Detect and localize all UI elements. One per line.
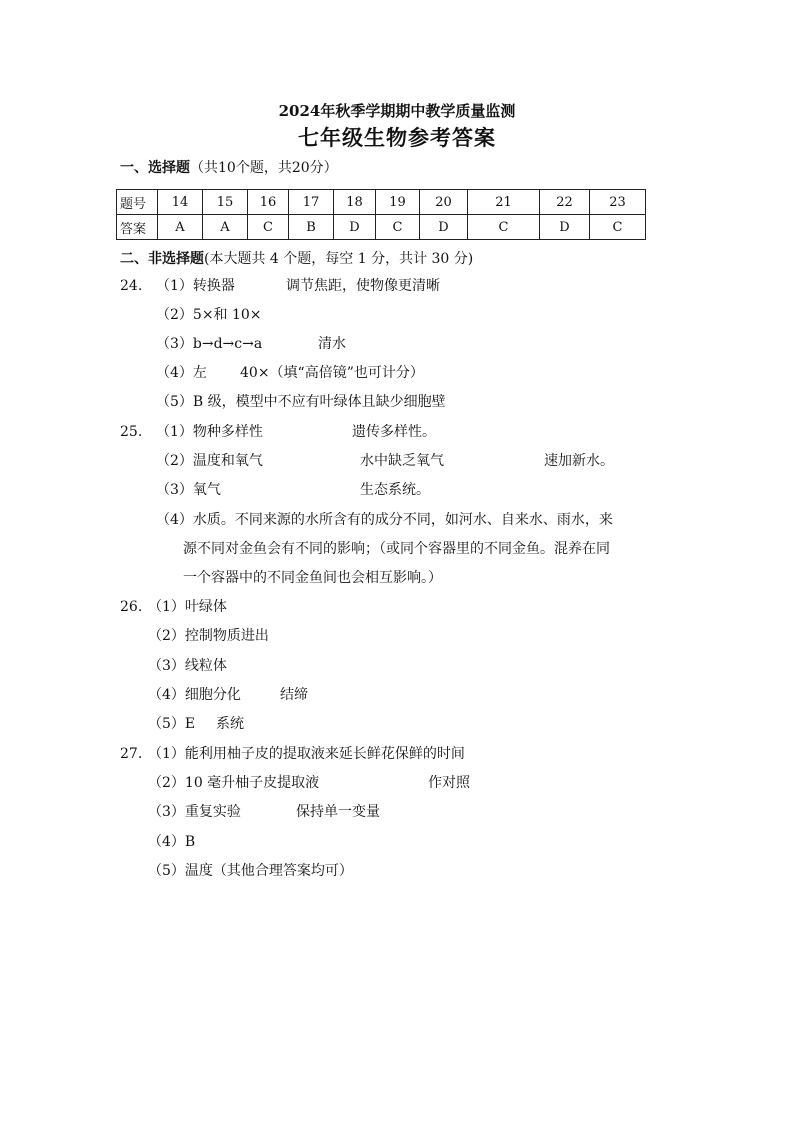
q24-a1: （1）转换器 <box>156 278 235 294</box>
q24-a3: （3）b→d→c→a <box>156 336 263 352</box>
q24-a3b: 清水 <box>318 336 346 352</box>
q25-answer-2 <box>156 451 614 471</box>
q25-number: 25. <box>120 424 143 440</box>
q26-a5: （5）E <box>148 716 196 732</box>
answer-cell: C <box>248 215 289 240</box>
q26-number: 26. <box>120 599 143 615</box>
q27-a3b: 保持单一变量 <box>296 804 380 820</box>
q27-answer-4: （4）B <box>148 834 196 850</box>
table-row-answers <box>117 215 646 240</box>
q25-answer-4-line-3: 一个容器中的不同金鱼间也会相互影响。） <box>183 570 442 586</box>
answer-cell: C <box>468 215 540 240</box>
q26-a4b: 结缔 <box>280 687 308 703</box>
answer-cell: C <box>590 215 646 240</box>
q27-answer-2 <box>148 773 470 793</box>
q26-answer-1 <box>120 597 227 617</box>
section-1-note: （共10个题，共20分） <box>190 160 338 176</box>
answer-table <box>116 189 646 240</box>
q24-answer-5: （5）B 级，模型中不应有叶绿体且缺少细胞壁 <box>156 394 446 410</box>
answer-cell: B <box>289 215 334 240</box>
q26-a1: （1）叶绿体 <box>148 599 227 615</box>
question-number-cell: 18 <box>334 190 376 215</box>
q25-a3: （3）氧气 <box>156 482 221 498</box>
q24-answer-1 <box>120 276 440 296</box>
question-number-cell: 16 <box>248 190 289 215</box>
section-1-heading <box>120 157 338 177</box>
q25-a1b: 遗传多样性。 <box>352 424 436 440</box>
question-number-cell: 22 <box>540 190 590 215</box>
q25-answer-1 <box>120 422 436 442</box>
q26-answer-5 <box>148 714 244 734</box>
answer-cell: D <box>540 215 590 240</box>
question-number-cell: 14 <box>158 190 203 215</box>
q27-a3: （3）重复实验 <box>148 804 241 820</box>
q26-a5b: 系统 <box>216 716 244 732</box>
q25-answer-4-line-1: （4）水质。不同来源的水所含有的成分不同，如河水、自来水、雨水，来 <box>156 512 613 528</box>
question-number-cell: 20 <box>420 190 468 215</box>
q27-a2: （2）10 毫升柚子皮提取液 <box>148 775 320 791</box>
section-2-note: (本大题共 4 个题，每空 1 分，共计 30 分) <box>204 251 474 267</box>
answer-cell: D <box>334 215 376 240</box>
q27-answer-1 <box>120 744 465 764</box>
q24-a4: （4）左 <box>156 365 207 381</box>
question-number-cell: 23 <box>590 190 646 215</box>
q26-answer-4 <box>148 685 308 705</box>
q25-a3b: 生态系统。 <box>360 482 430 498</box>
question-number-cell: 17 <box>289 190 334 215</box>
q25-a2c: 速加新水。 <box>544 453 614 469</box>
answer-cell: D <box>420 215 468 240</box>
q24-a4b: 40×（填“高倍镜”也可计分） <box>240 365 424 381</box>
section-1-label: 一、选择题 <box>120 160 190 176</box>
question-number-cell: 21 <box>468 190 540 215</box>
q24-number: 24. <box>120 278 143 294</box>
q26-answer-2: （2）控制物质进出 <box>148 628 269 644</box>
section-2-heading <box>120 248 473 268</box>
row-label-answer: 答案 <box>117 215 158 240</box>
section-2-label: 二、非选择题 <box>120 251 204 267</box>
q25-a2b: 水中缺乏氧气 <box>360 453 444 469</box>
q25-answer-4-line-2: 源不同对金鱼会有不同的影响；（或同个容器里的不同金鱼。混养在同 <box>183 541 610 557</box>
row-label-number: 题号 <box>117 190 158 215</box>
answer-cell: C <box>376 215 420 240</box>
answer-cell: A <box>158 215 203 240</box>
q27-answer-3 <box>148 802 380 822</box>
q24-answer-4 <box>156 363 424 383</box>
q27-answer-5: （5）温度（其他合理答案均可） <box>148 863 353 879</box>
q26-a4: （4）细胞分化 <box>148 687 241 703</box>
q27-a1: （1）能利用柚子皮的提取液来延长鲜花保鲜的时间 <box>148 746 465 762</box>
question-number-cell: 15 <box>203 190 248 215</box>
q25-answer-3 <box>156 480 430 500</box>
q26-answer-3: （3）线粒体 <box>148 658 227 674</box>
answer-key-title: 七年级生物参考答案 <box>298 125 496 150</box>
q24-a1b: 调节焦距，使物像更清晰 <box>286 278 440 294</box>
q24-answer-2: （2）5×和 10× <box>156 307 262 323</box>
q24-answer-3 <box>156 334 346 354</box>
q25-a2: （2）温度和氧气 <box>156 453 263 469</box>
q27-a2b: 作对照 <box>428 775 470 791</box>
answer-cell: A <box>203 215 248 240</box>
q27-number: 27. <box>120 746 143 762</box>
table-row-numbers <box>117 190 646 215</box>
q25-a1: （1）物种多样性 <box>156 424 263 440</box>
question-number-cell: 19 <box>376 190 420 215</box>
exam-title: 2024年秋季学期期中教学质量监测 <box>278 102 516 120</box>
